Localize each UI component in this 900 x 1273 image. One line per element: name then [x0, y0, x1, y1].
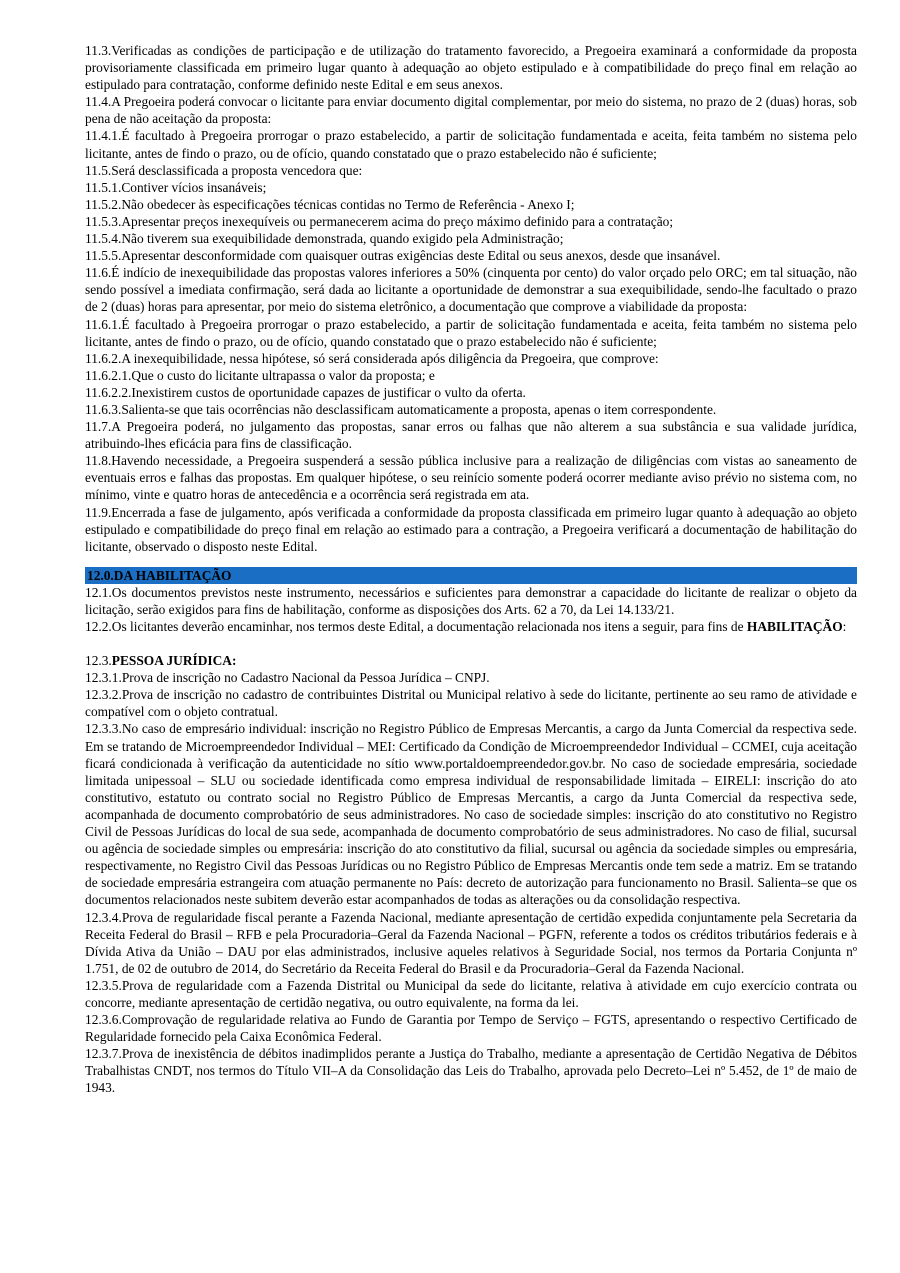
paragraph-12-1: 12.1.Os documentos previstos neste instrumento, necessários e suficientes para demonstrar a capacidade do licitante de realizar o objeto da licitação, serão exigidos para fins de habilitação, conforme as disposições dos Arts. 62 a 70, da Lei 14.133/21.: [85, 584, 857, 617]
paragraph-12-3-3: 12.3.3.No caso de empresário individual: inscrição no Registro Público de Empresas Mercantis, a cargo da Junta Comercial da respectiva sede. Em se tratando de Microempreendedor Individual – MEI: Certificado da Condição de Microempreendedor Individual – CCMEI, cuja aceitação ficará condicionada à verificação da autenticidade no sítio www.portaldoempreendedor.gov.br. No caso de sociedade empresária, sociedade limitada unipessoal – SLU ou sociedade identificada como empresa individual de responsabilidade limitada – EIRELI: inscrição do ato constitutivo, estatuto ou contrato social no Registro Público de Empresas Mercantis, a cargo da Junta Comercial da respectiva sede, acompanhada de documento comprobatório de seus administradores. No caso de sociedade simples: inscrição do ato constitutivo no Registro Civil de Pessoas Jurídicas do local de sua sede, acompanhada de documento comprobatório de seus administradores. No caso de filial, sucursal ou agência de sociedade simples ou empresária: inscrição do ato constitutivo da filial, sucursal ou agência da sociedade simples ou empresária, respectivamente, no Registro Civil das Pessoas Jurídicas ou no Registro Público de Empresas Mercantis onde tem sede a matriz. Em se tratando de sociedade empresária estrangeira com atuação permanente no País: decreto de autorização para funcionamento no Brasil. Salienta–se que os documentos relacionados neste subitem deverão estar acompanhados de todas as alterações ou da consolidação respectiva.: [85, 721, 857, 908]
paragraph-11-9: 11.9.Encerrada a fase de julgamento, após verificada a conformidade da proposta classificada em primeiro lugar quanto à adequação ao objeto estipulado e compatibilidade do preço final em relação ao estimado para a contração, a Pregoeira verificará a documentação de habilitação do licitante, observado o disposto neste Edital.: [85, 504, 857, 554]
paragraph-11-5-5: 11.5.5.Apresentar desconformidade com quaisquer outras exigências deste Edital ou seus anexos, desde que insanável.: [85, 248, 721, 264]
paragraph-11-3: 11.3.Verificadas as condições de participação e de utilização do tratamento favorecido, a Pregoeira examinará a conformidade da proposta provisoriamente classificada em primeiro lugar quanto à adequação ao objeto estipulado e à compatibilidade do preço final em relação ao estipulado para contratação, conforme definido neste Edital e em seus anexos.: [85, 43, 857, 93]
paragraph-12-2-text: 12.2.Os licitantes deverão encaminhar, nos termos deste Edital, a documentação relacionada nos itens a seguir, para fins de: [85, 619, 747, 634]
paragraph-12-3: [85, 652, 857, 669]
paragraph-11-4-1: 11.4.1.É facultado à Pregoeira prorrogar o prazo estabelecido, a partir de solicitação fundamentada e aceita, feita também no sistema pelo licitante, antes de findo o prazo, ou de ofício, quando constatado que o prazo estabelecido não é suficiente;: [85, 128, 857, 161]
document-page: [85, 42, 857, 1097]
paragraph-12-3-5: 12.3.5.Prova de regularidade com a Fazenda Distrital ou Municipal da sede do licitante, relativa à atividade em cujo exercício contrata ou concorre, mediante apresentação de certidão negativa, ou outro equivalente, na forma da lei.: [85, 977, 857, 1010]
paragraph-11-6-1: 11.6.1.É facultado à Pregoeira prorrogar o prazo estabelecido, a partir de solicitação fundamentada e aceita, feita também no sistema pelo licitante, antes de findo o prazo, ou de ofício, quando constatado que o prazo estabelecido não é suficiente;: [85, 316, 857, 349]
paragraph-11-8: 11.8.Havendo necessidade, a Pregoeira suspenderá a sessão pública inclusive para a realização de diligências com vistas ao saneamento de eventuais erros e falhas das propostas. Em qualquer hipótese, o seu reinício somente poderá ocorrer mediante aviso prévio no sistema com, no mínimo, vinte e quatro horas de antecedência e a ocorrência será registrada em ata.: [85, 453, 857, 503]
paragraph-12-2-bold: HABILITAÇÃO: [746, 619, 843, 634]
paragraph-12-3-6: 12.3.6.Comprovação de regularidade relativa ao Fundo de Garantia por Tempo de Serviço – FGTS, apresentando o respectivo Certificado de Regularidade fornecido pela Caixa Econômica Federal.: [85, 1012, 857, 1045]
paragraph-12-3-2: 12.3.2.Prova de inscrição no cadastro de contribuintes Distrital ou Municipal relativo à sede do licitante, pertinente ao seu ramo de atividade e compatível com o objeto contratual.: [85, 687, 857, 720]
paragraph-12-2: [85, 618, 857, 635]
paragraph-11-6-2-1: 11.6.2.1.Que o custo do licitante ultrapassa o valor da proposta; e: [85, 367, 435, 383]
paragraph-11-5: 11.5.Será desclassificada a proposta vencedora que:: [85, 162, 363, 178]
blank-line: [85, 635, 857, 652]
paragraph-11-6: 11.6.É indício de inexequibilidade das propostas valores inferiores a 50% (cinquenta por cento) do valor orçado pelo ORC; em tal situação, não sendo possível a imediata confirmação, será dada ao licitante a oportunidade de demonstrar a sua exequibilidade, sendo-lhe facultado o prazo de 2 (duas) horas para apresentar, por meio do sistema eletrônico, a documentação que comprove a viabilidade da proposta:: [85, 265, 857, 315]
paragraph-11-5-2: 11.5.2.Não obedecer às especificações técnicas contidas no Termo de Referência - Anexo I;: [85, 196, 575, 212]
paragraph-12-3-number: 12.3.: [85, 653, 112, 669]
paragraph-11-6-2-2: 11.6.2.2.Inexistirem custos de oportunidade capazes de justificar o vulto da oferta.: [85, 384, 526, 400]
paragraph-12-3-4: 12.3.4.Prova de regularidade fiscal perante a Fazenda Nacional, mediante apresentação de certidão expedida conjuntamente pela Secretaria da Receita Federal do Brasil – RFB e pela Procuradoria–Geral da Fazenda Nacional – PGFN, referente a todos os créditos tributários federais e à Dívida Ativa da União – DAU por elas administrados, inclusive aqueles relativos à Seguridade Social, nos termos da Portaria Conjunta nº 1.751, de 02 de outubro de 2014, do Secretário da Receita Federal do Brasil e da Procuradoria–Geral da Fazenda Nacional.: [85, 909, 857, 976]
paragraph-11-6-2: 11.6.2.A inexequibilidade, nessa hipótese, só será considerada após diligência da Pregoeira, que comprove:: [85, 350, 659, 366]
paragraph-11-5-1: 11.5.1.Contiver vícios insanáveis;: [85, 179, 267, 195]
section-heading-habilitacao: 12.0.DA HABILITAÇÃO: [85, 567, 857, 584]
paragraph-11-7: 11.7.A Pregoeira poderá, no julgamento das propostas, sanar erros ou falhas que não alterem a sua substância e sua validade jurídica, atribuindo-lhes eficácia para fins de classificação.: [85, 419, 857, 452]
paragraph-11-6-3: 11.6.3.Salienta-se que tais ocorrências não desclassificam automaticamente a proposta, apenas o item correspondente.: [85, 401, 717, 417]
paragraph-11-5-3: 11.5.3.Apresentar preços inexequíveis ou permanecerem acima do preço máximo definido para a contratação;: [85, 213, 674, 229]
paragraph-11-4: 11.4.A Pregoeira poderá convocar o licitante para enviar documento digital complementar, por meio do sistema, no prazo de 2 (duas) horas, sob pena de não aceitação da proposta:: [85, 94, 857, 127]
paragraph-11-5-4: 11.5.4.Não tiverem sua exequibilidade demonstrada, quando exigido pela Administração;: [85, 231, 564, 247]
paragraph-12-3-title: PESSOA JURÍDICA:: [111, 653, 237, 669]
paragraph-12-3-7: 12.3.7.Prova de inexistência de débitos inadimplidos perante a Justiça do Trabalho, mediante a apresentação de Certidão Negativa de Débitos Trabalhistas CNDT, nos termos do Título VII–A da Consolidação das Leis do Trabalho, aprovada pelo Decreto–Lei nº 5.452, de 1º de maio de 1943.: [85, 1046, 857, 1096]
paragraph-12-3-1: 12.3.1.Prova de inscrição no Cadastro Nacional da Pessoa Jurídica – CNPJ.: [85, 670, 490, 686]
paragraph-12-2-end: :: [842, 619, 847, 634]
